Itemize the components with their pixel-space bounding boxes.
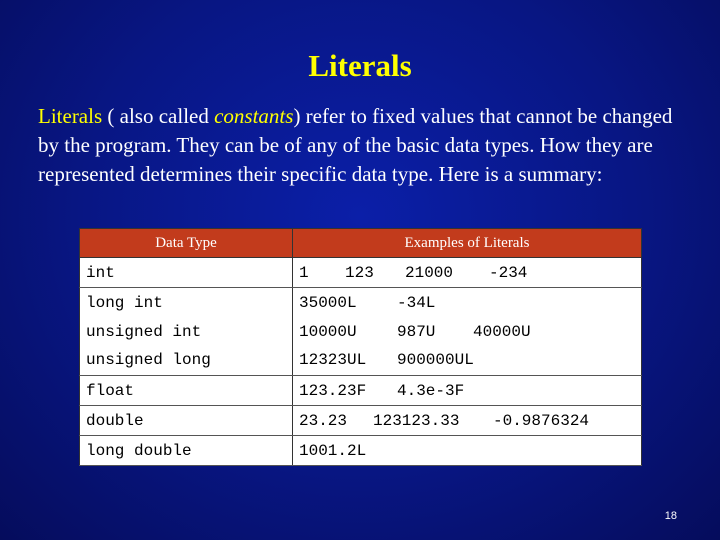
example-literal: 35000L bbox=[299, 293, 357, 312]
cell-examples bbox=[293, 376, 642, 406]
cell-examples bbox=[293, 436, 642, 466]
header-examples: Examples of Literals bbox=[293, 229, 642, 258]
example-literal: -0.9876324 bbox=[493, 411, 590, 430]
example-literal: -234 bbox=[489, 263, 528, 282]
example-literal: 10000U bbox=[299, 322, 357, 341]
example-literal: 900000UL bbox=[397, 351, 474, 370]
cell-examples bbox=[293, 258, 642, 288]
table-row bbox=[80, 258, 642, 288]
table-row bbox=[80, 346, 642, 376]
example-literal: 40000U bbox=[473, 322, 531, 341]
cell-type: long double bbox=[80, 436, 293, 466]
example-literal: 21000 bbox=[405, 263, 454, 282]
cell-examples bbox=[293, 318, 642, 346]
example-literal: 1001.2L bbox=[299, 441, 367, 460]
table-row bbox=[80, 376, 642, 406]
table-header-row bbox=[80, 229, 642, 258]
cell-examples bbox=[293, 288, 642, 318]
slide-title: Literals bbox=[308, 48, 412, 83]
header-data-type: Data Type bbox=[80, 229, 293, 258]
table-row bbox=[80, 318, 642, 346]
page-number: 18 bbox=[664, 510, 677, 522]
intro-emphasis: constants bbox=[214, 104, 294, 128]
example-literal: -34L bbox=[397, 293, 436, 312]
intro-paragraph bbox=[38, 102, 698, 189]
cell-type: unsigned int bbox=[80, 318, 293, 346]
cell-examples bbox=[293, 406, 642, 436]
example-literal: 123 bbox=[345, 263, 374, 282]
table-row bbox=[80, 288, 642, 318]
cell-type: unsigned long bbox=[80, 346, 293, 376]
cell-type: double bbox=[80, 406, 293, 436]
intro-lead: Literals bbox=[38, 104, 103, 128]
cell-type: int bbox=[80, 258, 293, 288]
table-row bbox=[80, 436, 642, 466]
example-literal: 123123.33 bbox=[373, 411, 460, 430]
table-row bbox=[80, 406, 642, 436]
example-literal: 12323UL bbox=[299, 351, 367, 370]
example-literal: 1 bbox=[299, 263, 309, 282]
example-literal: 123.23F bbox=[299, 381, 367, 400]
example-literal: 23.23 bbox=[299, 411, 348, 430]
cell-type: float bbox=[80, 376, 293, 406]
example-literal: 4.3e-3F bbox=[397, 381, 465, 400]
literals-summary-table bbox=[79, 228, 642, 466]
intro-rest: ) refer to fixed values that cannot be changed by the program. They can be of any of the basic data types. How they are represented determines their specific data type. Here is a summary: bbox=[38, 104, 673, 186]
cell-examples bbox=[293, 346, 642, 376]
example-literal: 987U bbox=[397, 322, 436, 341]
cell-type: long int bbox=[80, 288, 293, 318]
intro-paren: ( also called bbox=[102, 104, 215, 128]
